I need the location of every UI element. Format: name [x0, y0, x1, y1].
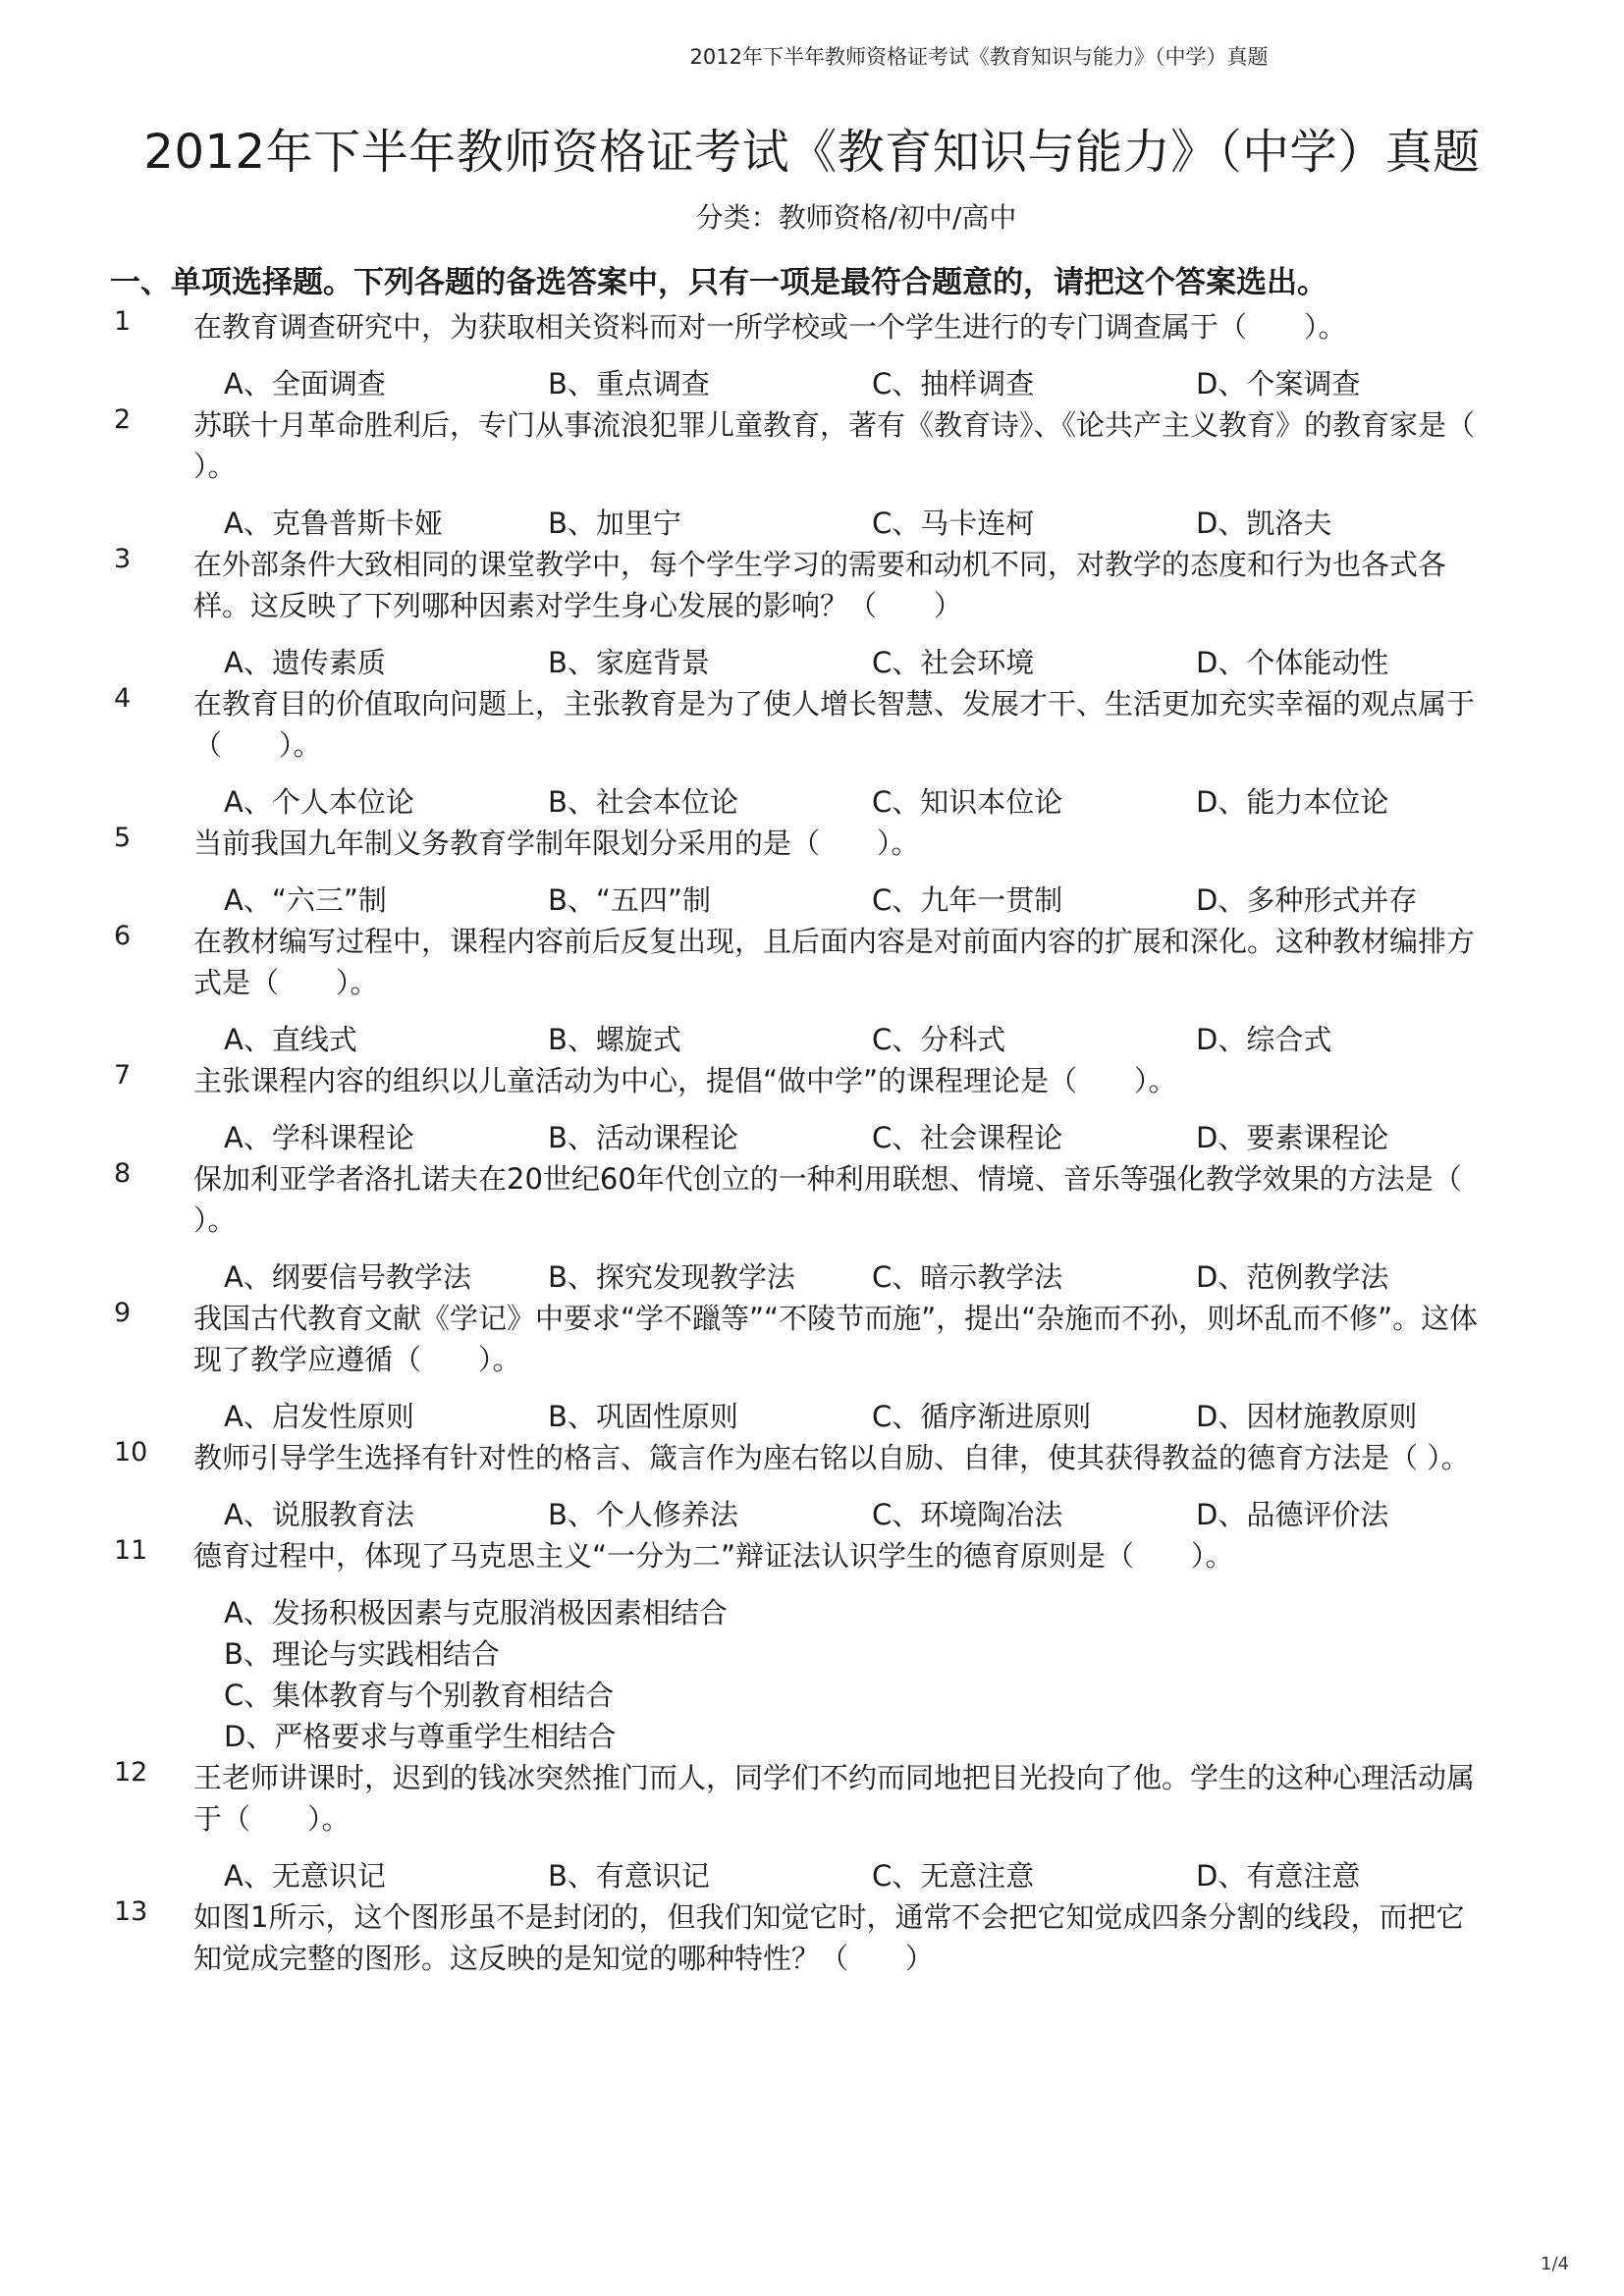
answer-options: [224, 642, 1624, 683]
category-text: 分类：教师资格/初中/高中: [695, 201, 1017, 234]
question-number: 7: [114, 1060, 132, 1091]
answer-options: [224, 1494, 1624, 1535]
answer-option: C、循序渐进原则: [872, 1400, 1092, 1433]
answer-option: A、纲要信号教学法: [224, 1260, 471, 1294]
answer-option: B、螺旋式: [548, 1023, 681, 1056]
answer-option: D、因材施教原则: [1196, 1400, 1418, 1433]
answer-option: D、能力本位论: [1196, 785, 1389, 819]
answer-option: C、马卡连柯: [872, 507, 1035, 540]
question-item: [0, 1298, 1624, 1437]
document-title: 2012年下半年教师资格证考试《教育知识与能力》（中学）真题: [143, 125, 1481, 180]
question-number: 11: [114, 1535, 148, 1566]
question-text: 在教育调查研究中，为获取相关资料而对一所学校或一个学生进行的专门调查属于（ ）。: [193, 310, 1347, 344]
question-text: 我国古代教育文献《学记》中要求“学不躐等”“不陵节而施”，提出“杂施而不孙，则坏乱而不修”。这体现了教学应遵循（ ）。: [193, 1302, 1479, 1376]
answer-option: B、重点调查: [548, 367, 710, 400]
answer-option: D、凯洛夫: [1196, 507, 1332, 540]
answer-option: D、个案调查: [1196, 367, 1361, 400]
answer-option: B、理论与实践相结合: [224, 1637, 500, 1671]
answer-options: [224, 1855, 1624, 1896]
answer-option: A、“六三”制: [224, 883, 387, 917]
question-text: 教师引导学生选择有针对性的格言、箴言作为座右铭以自励、自律，使其获得教益的德育方法是（ ）。: [193, 1441, 1470, 1474]
answer-option: A、遗传素质: [224, 646, 386, 679]
question-item: [0, 1060, 1624, 1158]
answer-option: B、“五四”制: [548, 883, 711, 917]
answer-option: A、无意识记: [224, 1859, 386, 1893]
answer-option: D、个体能动性: [1196, 646, 1389, 679]
answer-option: A、个人本位论: [224, 785, 414, 819]
answer-options: [224, 1256, 1624, 1298]
answer-options: [224, 503, 1624, 544]
question-text: 保加利亚学者洛扎诺夫在20世纪60年代创立的一种利用联想、情境、音乐等强化教学效果的方法是（ ）。: [193, 1162, 1462, 1237]
question-number: 6: [114, 921, 132, 951]
answer-options: [224, 1117, 1624, 1158]
answer-option: C、社会课程论: [872, 1121, 1063, 1154]
answer-options: [224, 363, 1624, 404]
answer-option: C、分科式: [872, 1023, 1006, 1056]
answer-option: B、有意识记: [548, 1859, 710, 1893]
question-item: [0, 1437, 1624, 1535]
answer-option: B、巩固性原则: [548, 1400, 738, 1433]
answer-option: A、学科课程论: [224, 1121, 414, 1154]
answer-option: D、范例教学法: [1196, 1260, 1389, 1294]
question-text: 德育过程中，体现了马克思主义“一分为二”辩证法认识学生的德育原则是（ ）。: [193, 1539, 1234, 1573]
answer-options: [224, 1396, 1624, 1437]
question-number: 8: [114, 1158, 132, 1189]
question-item: [0, 823, 1624, 921]
answer-options: [224, 1019, 1624, 1060]
answer-option: D、多种形式并存: [1196, 883, 1418, 917]
answer-option: A、克鲁普斯卡娅: [224, 507, 443, 540]
answer-option: B、社会本位论: [548, 785, 738, 819]
question-text: 王老师讲课时，迟到的钱冰突然推门而人，同学们不约而同地把目光投向了他。学生的这种心理活动属于（ ）。: [193, 1761, 1476, 1836]
question-list: [0, 306, 1624, 1979]
answer-option: B、探究发现教学法: [548, 1260, 795, 1294]
answer-option: C、九年一贯制: [872, 883, 1063, 917]
answer-options: [224, 880, 1624, 921]
question-text: 主张课程内容的组织以儿童活动为中心，提倡“做中学”的课程理论是（ ）。: [193, 1064, 1177, 1097]
answer-options: [224, 1592, 1624, 1757]
question-number: 12: [114, 1757, 148, 1788]
answer-option: C、环境陶冶法: [872, 1498, 1063, 1531]
question-number: 4: [114, 683, 132, 714]
answer-option: D、有意注意: [1196, 1859, 1361, 1893]
question-item: [0, 544, 1624, 683]
answer-option: C、知识本位论: [872, 785, 1063, 819]
question-number: 2: [114, 404, 132, 435]
question-text: 苏联十月革命胜利后，专门从事流浪犯罪儿童教育，著有《教育诗》、《论共产主义教育》的教育家是（ ）。: [193, 408, 1476, 483]
question-item: [0, 683, 1624, 823]
question-text: 当前我国九年制义务教育学制年限划分采用的是（ ）。: [193, 827, 920, 860]
question-item: [0, 1896, 1624, 1979]
answer-option: B、家庭背景: [548, 646, 710, 679]
answer-option: B、加里宁: [548, 507, 681, 540]
answer-option: C、无意注意: [872, 1859, 1035, 1893]
question-text: 在外部条件大致相同的课堂教学中，每个学生学习的需要和动机不同，对教学的态度和行为也各式各样。这反映了下列哪种因素对学生身心发展的影响？（ ）: [193, 548, 1447, 622]
question-number: 5: [114, 823, 132, 853]
question-text: 如图1所示，这个图形虽不是封闭的，但我们知觉它时，通常不会把它知觉成四条分割的线段，而把它知觉成完整的图形。这反映的是知觉的哪种特性？（ ）: [193, 1900, 1465, 1975]
answer-option: A、直线式: [224, 1023, 357, 1056]
question-item: [0, 1535, 1624, 1757]
page-number: 1/4: [1541, 2254, 1569, 2274]
answer-option: D、品德评价法: [1196, 1498, 1389, 1531]
answer-option: B、个人修养法: [548, 1498, 738, 1531]
question-number: 10: [114, 1437, 148, 1468]
answer-option: B、活动课程论: [548, 1121, 738, 1154]
answer-option: C、社会环境: [872, 646, 1035, 679]
answer-option: C、集体教育与个别教育相结合: [224, 1679, 615, 1712]
question-item: [0, 306, 1624, 404]
question-item: [0, 1757, 1624, 1896]
question-number: 13: [114, 1896, 148, 1927]
question-number: 3: [114, 544, 132, 574]
question-item: [0, 1158, 1624, 1298]
answer-option: C、暗示教学法: [872, 1260, 1063, 1294]
section-heading: 一、单项选择题。下列各题的备选答案中，只有一项是最符合题意的，请把这个答案选出。: [110, 265, 1327, 300]
answer-option: A、全面调查: [224, 367, 386, 400]
question-text: 在教育目的价值取向问题上，主张教育是为了使人增长智慧、发展才干、生活更加充实幸福的观点属于（ ）。: [193, 687, 1476, 762]
answer-option: A、发扬积极因素与克服消极因素相结合: [224, 1596, 728, 1629]
answer-option: D、综合式: [1196, 1023, 1332, 1056]
answer-option: A、说服教育法: [224, 1498, 414, 1531]
answer-option: D、严格要求与尊重学生相结合: [224, 1720, 617, 1753]
question-item: [0, 404, 1624, 544]
question-number: 9: [114, 1298, 132, 1328]
answer-options: [224, 781, 1624, 823]
category-line: [0, 196, 1624, 236]
answer-option: C、抽样调查: [872, 367, 1035, 400]
running-header-text: 2012年下半年教师资格证考试《教育知识与能力》（中学）真题: [689, 45, 1269, 69]
question-item: [0, 921, 1624, 1060]
answer-option: D、要素课程论: [1196, 1121, 1389, 1154]
running-header: [0, 41, 1624, 71]
answer-option: A、启发性原则: [224, 1400, 414, 1433]
question-number: 1: [114, 306, 132, 337]
question-text: 在教材编写过程中，课程内容前后反复出现，且后面内容是对前面内容的扩展和深化。这种教材编排方式是（ ）。: [193, 925, 1476, 999]
